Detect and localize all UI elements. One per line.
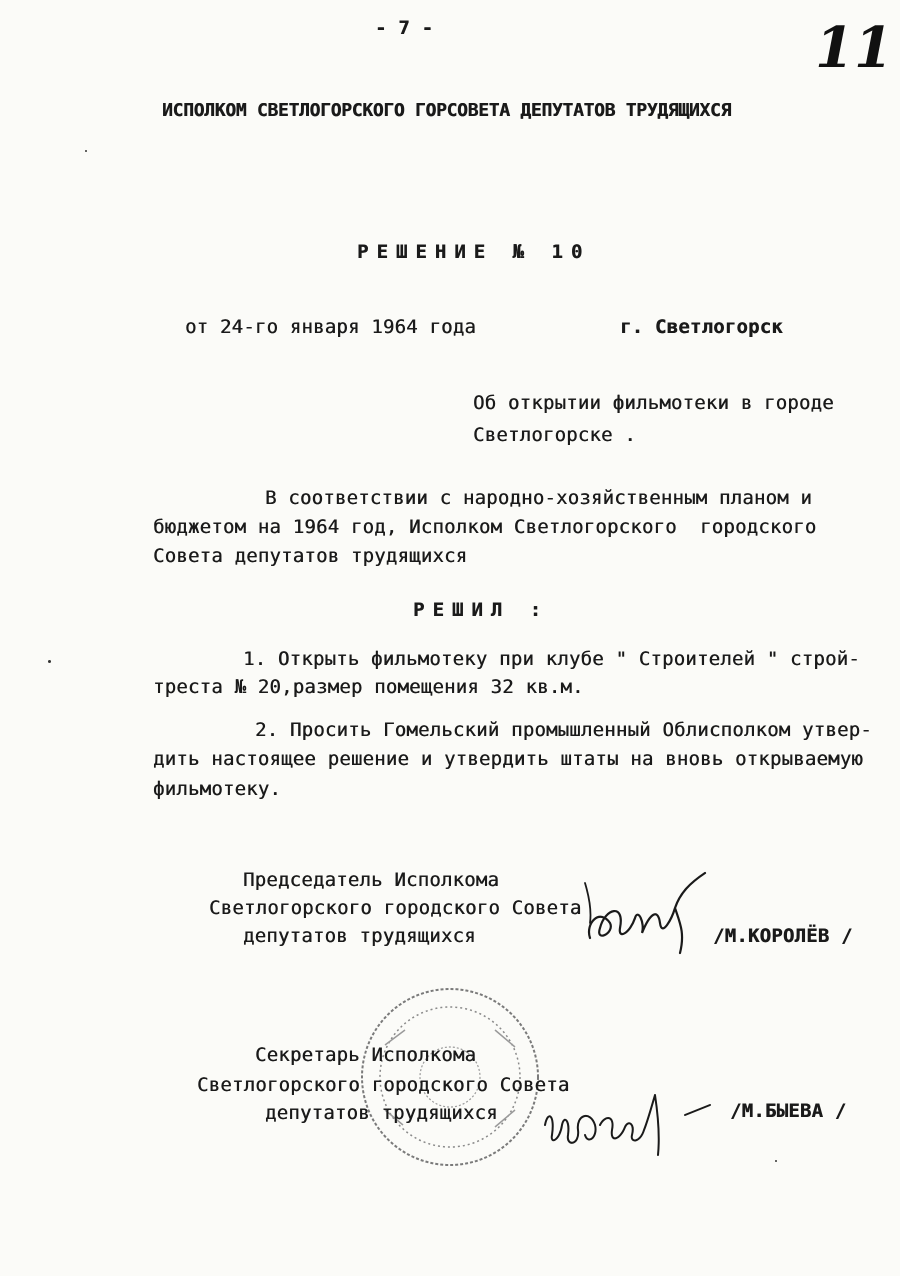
item-2-line-1: 2. Просить Гомельский промышленный Облисполком утвер-	[255, 719, 872, 741]
item-2-line-3: фильмотеку.	[153, 778, 282, 800]
subject-line-2: Светлогорске .	[473, 424, 636, 446]
secretary-title-line-3: депутатов трудящихся	[265, 1102, 498, 1124]
decision-title: РЕШЕНИЕ № 10	[357, 241, 591, 263]
scan-speck	[48, 660, 51, 663]
subject-line-1: Об открытии фильмотеки в городе	[473, 392, 834, 414]
item-1-line-2: треста № 20,размер помещения 32 кв.м.	[153, 676, 584, 698]
scan-speck	[85, 150, 87, 152]
preamble-line-3: Совета депутатов трудящихся	[153, 545, 468, 567]
issuing-authority-header: ИСПОЛКОМ СВЕТЛОГОРСКОГО ГОРСОВЕТА ДЕПУТАТОВ ТРУДЯЩИХСЯ	[162, 100, 731, 121]
chairman-title-line-1: Председатель Исполкома	[243, 869, 500, 891]
chairman-title-line-2: Светлогорского городского Совета	[209, 897, 582, 919]
secretary-title-line-1: Секретарь Исполкома	[255, 1044, 477, 1066]
page-number: - 7 -	[375, 17, 434, 39]
secretary-signature	[540, 1085, 720, 1160]
preamble-line-2: бюджетом на 1964 год, Исполком Светлогорского городского	[153, 516, 817, 538]
item-2-line-2: дить настоящее решение и утвердить штаты на вновь открываемую	[153, 748, 863, 770]
scan-speck	[775, 1160, 777, 1162]
preamble-line-1: В соответствии с народно-хозяйственным планом и	[265, 487, 813, 509]
corner-archive-mark: 11	[815, 15, 893, 81]
decision-city: г. Светлогорск	[620, 316, 783, 338]
resolved-heading: РЕШИЛ :	[413, 599, 550, 621]
secretary-name: /М.БЫЕВА /	[730, 1100, 847, 1122]
secretary-title-line-2: Светлогорского городского Совета	[197, 1074, 570, 1096]
item-1-line-1: 1. Открыть фильмотеку при клубе " Строителей " строй-	[243, 648, 860, 670]
chairman-signature	[580, 868, 720, 958]
decision-date: от 24-го января 1964 года	[185, 316, 476, 338]
chairman-title-line-3: депутатов трудящихся	[243, 925, 476, 947]
chairman-name: /М.КОРОЛЁВ /	[713, 925, 853, 947]
